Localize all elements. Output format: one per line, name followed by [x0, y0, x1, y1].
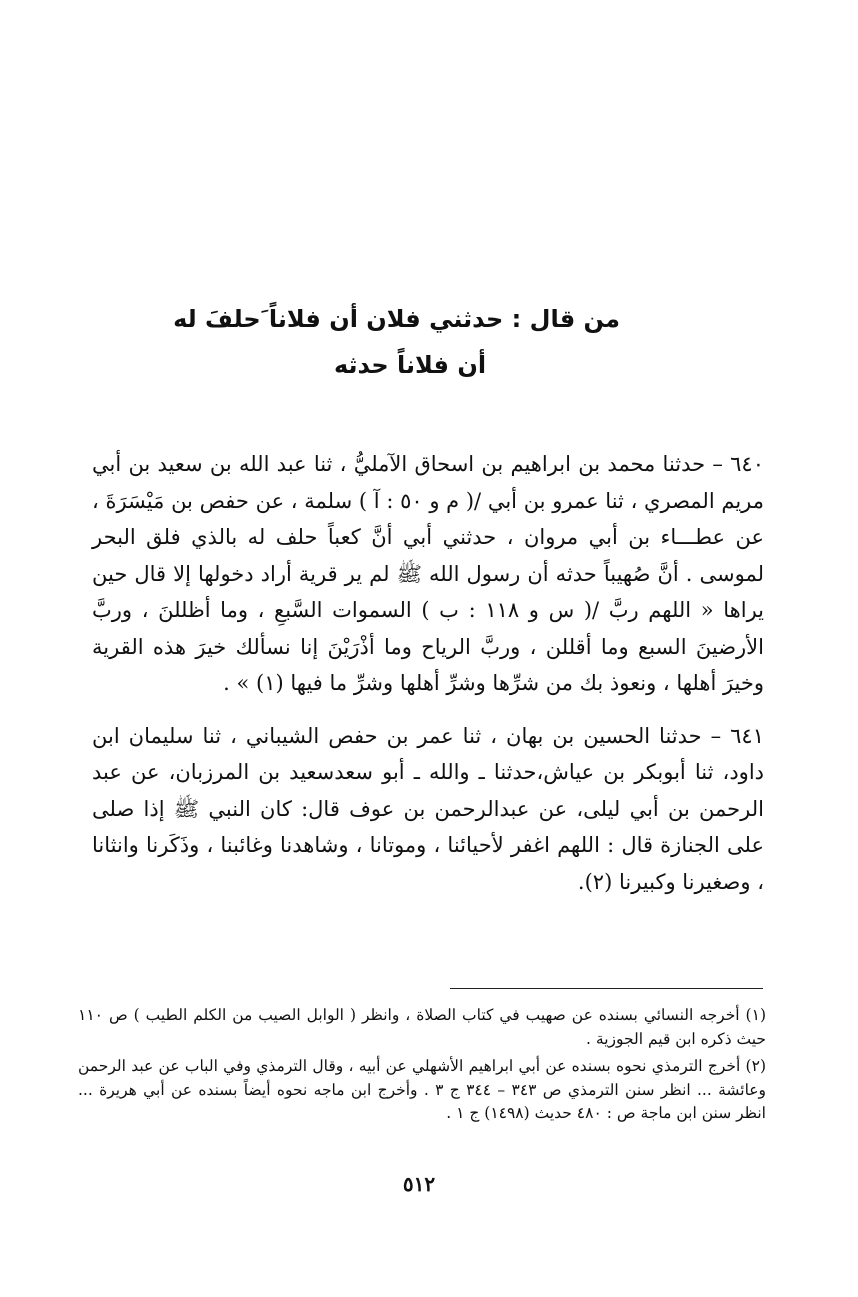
hadith-641-text: ٦٤١ – حدثنا الحسين بن بهان ، ثنا عمر بن حفص الشيباني ، ثنا سليمان ابن داود، ثنا أبوبكر بن عياش،حدثنا ـ والله ـ أبو سعدسعيد بن المرزبان، عن عبد الرحمن بن أبي ليلى، عن عبدالرحمن بن عوف قال: كان النبي ﷺ إذا صلى على الجنازة قال : اللهم اغفر لأحيائنا ، وموتانا ، وشاهدنا وغائبنا ، وذَكَرنا وانثانا ، وصغيرنا وكبيرنا (٢).: [92, 723, 764, 894]
section-heading: [173, 296, 620, 388]
hadith-640-text: ٦٤٠ – حدثنا محمد بن ابراهيم بن اسحاق الآمليُّ ، ثنا عبد الله بن سعيد بن أبي مريم المصري ، ثنا عمرو بن أبي /( م و ٥٠ : آ ) سلمة ، عن حفص بن مَيْسَرَةَ ، عن عطـــاء بن أبي مروان ، حدثني أبي أنَّ كعباً حلف له بالذي فلق البحر لموسى . أنَّ صُهيباً حدثه أن رسول الله ﷺ لم ير قرية أراد دخولها إلا قال حين يراها « اللهم ربَّ /( س و ١١٨ : ب ) السموات السَّبعِ ، وما أظللنَ ، وربَّ الأرضينَ السبع وما أقللن ، وربَّ الرياح وما أذْرَيْنَ إنا نسألك خيرَ هذه القرية وخيرَ أهلها ، ونعوذ بك من شرِّها وشرِّ أهلها وشرِّ ما فيها (١) » .: [92, 452, 765, 695]
footnote-1: (١) أخرجه النسائي بسنده عن صهيب في كتاب الصلاة ، وانظر ( الوابل الصيب من الكلم الطيب ) ص ١١٠ حيث ذكره ابن قيم الجوزية .: [78, 1006, 766, 1048]
heading-line-2: أن فلاناً حدثه: [333, 351, 487, 379]
footnotes: [78, 1004, 766, 1130]
page-number: ٥١٢: [402, 1172, 436, 1196]
footnote-divider: [450, 988, 763, 989]
footnote-2: (٢) أخرج الترمذي نحوه بسنده عن أبي ابراهيم الأشهلي عن أبيه ، وقال الترمذي وفي الباب عن عبد الرحمن وعائشة ... انظر سنن الترمذي ص ٣٤٣ – ٣٤٤ ج ٣ . وأخرج ابن ماجه نحوه أيضاً بسنده عن أبي هريرة ... انظر سنن ابن ماجة ص : ٤٨٠ حديث (١٤٩٨) ج ١ .: [78, 1057, 767, 1122]
heading-line-1: من قال : حدثني فلان أن فلاناً َحلفَ له: [173, 305, 620, 333]
hadith-641: [92, 718, 764, 901]
hadith-640: [92, 446, 764, 702]
main-text: [92, 446, 764, 916]
